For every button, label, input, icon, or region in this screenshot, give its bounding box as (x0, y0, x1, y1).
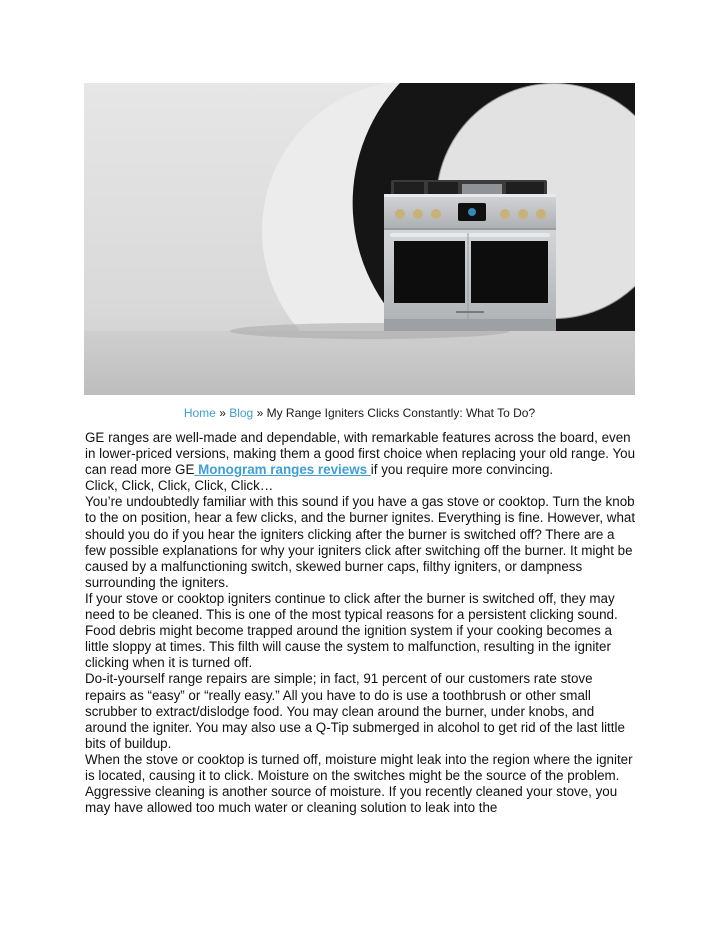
hero-image (84, 83, 635, 395)
article-paragraph-intro (85, 430, 637, 478)
breadcrumb-blog-link[interactable]: Blog (229, 406, 254, 420)
article-body (85, 430, 637, 816)
breadcrumb (84, 405, 635, 421)
breadcrumb-home-link[interactable]: Home (183, 406, 216, 420)
intro-text-end: if you require more convincing. (370, 462, 554, 478)
breadcrumb-separator: » (253, 406, 267, 420)
article-paragraph: Click, Click, Click, Click, Click… (85, 478, 274, 494)
article-paragraph: Do-it-yourself range repairs are simple; in fact, 91 percent of our customers rate stove repairs as “easy” or “really easy.” All you have to do is use a toothbrush or other small scrubber to extract/dislodge food. You may clean around the burner, under knobs, and around the igniter. You may also use a Q-Tip submerged in alcohol to get rid of the last little bits of buildup. (85, 671, 625, 751)
intro-text: GE ranges are well-made and dependable, with remarkable features across the board, even in lower-priced versions, making them a good first choice when replacing your old range. You can read more GE (85, 430, 636, 478)
range-illustration (384, 180, 556, 331)
article-paragraph: If your stove or cooktop igniters continue to click after the burner is switched off, they may need to be cleaned. This is one of the most typical reasons for a persistent clicking sound. Food debris might become trapped around the ignition system if your cooking becomes a little sloppy at times. This filth will cause the system to malfunction, resulting in the igniter clicking when it is turned off. (85, 590, 618, 671)
article-paragraph: When the stove or cooktop is turned off, moisture might leak into the region where the igniter is located, causing it to click. Moisture on the switches might be the source of the problem. Aggressive cleaning is another source of moisture. If you recently cleaned your stove, you may have allowed too much water or cleaning solution to leak into the (85, 751, 633, 816)
monogram-ranges-reviews-link[interactable]: Monogram ranges reviews (194, 462, 371, 478)
article-paragraph: You’re undoubtedly familiar with this sound if you have a gas stove or cooktop. Turn the knob to the on position, hear a few clicks, and the burner ignites. Everything is fine. However, what should you do if you hear the igniters clicking after the burner is switched off? There are a few possible explanations for why your igniters click after switching off the burner. It might be caused by a malfunctioning switch, skewed burner caps, filthy igniters, or dampness surrounding the igniters. (85, 494, 636, 590)
breadcrumb-separator: » (215, 406, 230, 420)
breadcrumb-current-page: My Range Igniters Clicks Constantly: What To Do? (266, 406, 536, 420)
